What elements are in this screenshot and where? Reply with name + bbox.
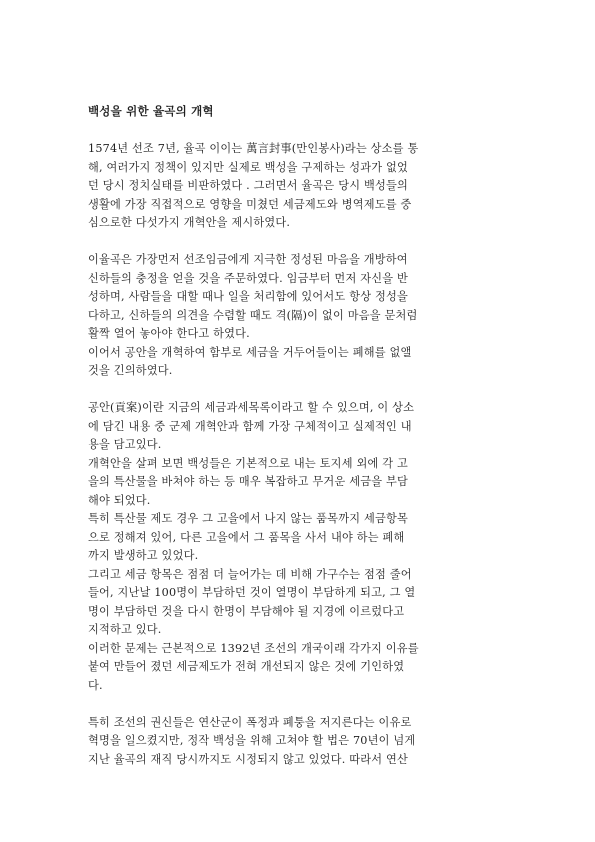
text-line: 것을 긴의하였다.: [88, 364, 173, 377]
paragraph: [88, 399, 510, 695]
text-line: 지난 율곡의 재직 당시까지도 시정되지 않고 있었다. 따라서 연산: [88, 752, 408, 766]
text-line: 다하고, 신하들의 의견을 수렴할 때도 격(隔)이 없이 마음을 문처럼: [88, 308, 418, 322]
text-line: 해야 되었다.: [88, 493, 151, 507]
text-line: 특히 특산물 제도 경우 그 고을에서 나지 않는 품목까지 세금항목: [88, 512, 408, 525]
text-line: 이어서 공안을 개혁하여 함부로 세금을 거두어들이는 폐해를 없앨: [88, 345, 412, 359]
paragraph-container: [88, 140, 510, 769]
text-line: 특히 조선의 권신들은 연산군이 폭정과 폐퉁을 저지른다는 이유로: [88, 715, 412, 729]
text-line: 개혁안을 살펴 보면 백성들은 기본적으로 내는 토지세 외에 각 고: [88, 456, 408, 470]
paragraph: [88, 714, 510, 770]
text-line: 이러한 문제는 근본적으로 1392년 조선의 개국이래 각가지 이유를: [88, 641, 419, 655]
text-line: 까지 발생하고 있었다.: [88, 549, 199, 562]
text-line: 생활에 가장 직접적으로 영향을 미쳤던 세금제도와 병역제도를 중: [88, 197, 412, 211]
text-line: 지적하고 있다.: [88, 623, 162, 636]
text-line: 활짝 열어 놓아야 한다고 하였다.: [88, 327, 250, 340]
text-line: 명이 부담하던 것을 다시 한명이 부담해야 될 지경에 이르렀다고: [88, 604, 405, 618]
text-line: 붙여 만들어 졌던 세금제도가 전혀 개선되지 않은 것에 기인하였: [88, 660, 405, 673]
text-line: 이율곡은 가장먼저 선조임금에게 지극한 정성된 마음을 개방하여: [88, 253, 408, 266]
paragraph: [88, 251, 510, 381]
paragraph: [88, 140, 510, 233]
text-line: 을의 특산물을 바쳐야 하는 등 매우 복잡하고 무거운 세금을 부담: [88, 475, 408, 488]
text-line: 성하며, 사람들을 대할 때나 일을 처리함에 있어서도 항상 정성을: [88, 290, 408, 303]
text-line: 심으로한 다섯가지 개혁안을 제시하였다.: [88, 216, 291, 229]
text-line: 던 당시 정치실태를 비판하였다 . 그러면서 율곡은 당시 백성들의: [88, 179, 408, 192]
text-line: 으로 정해져 있어, 다른 고을에서 그 품목을 사서 내야 하는 폐해: [88, 530, 405, 544]
document-body: [88, 102, 510, 769]
text-line: 혁명을 일으켰지만, 정작 백성을 위해 고쳐야 할 법은 70년이 넘게: [88, 734, 416, 747]
text-line: 다.: [88, 678, 103, 692]
document-title: 백성을 위한 율곡의 개혁: [88, 104, 214, 118]
text-line: 들어, 지난날 100명이 부담하던 것이 열명이 부담하게 되고, 그 열: [88, 586, 416, 599]
text-line: 용을 담고있다.: [88, 438, 162, 451]
text-line: 해, 여러가지 정책이 있지만 실제로 백성을 구제하는 성과가 없었: [88, 160, 408, 174]
text-line: 에 담긴 내용 중 군제 개혁안과 함께 가장 구체적이고 실제적인 내: [88, 419, 412, 433]
text-line: 신하들의 충정을 얻을 것을 주문하였다. 임금부터 먼저 자신을 반: [88, 271, 408, 285]
text-line: 공안(貢案)이란 지금의 세금과세목록이라고 할 수 있으며, 이 상소: [88, 401, 415, 414]
text-line: 그리고 세금 항목은 점점 더 늘어가는 데 비해 가구수는 점점 줄어: [88, 567, 412, 581]
text-line: 1574년 선조 7년, 율곡 이이는 萬言封事(만인봉사)라는 상소를 통: [88, 142, 419, 155]
